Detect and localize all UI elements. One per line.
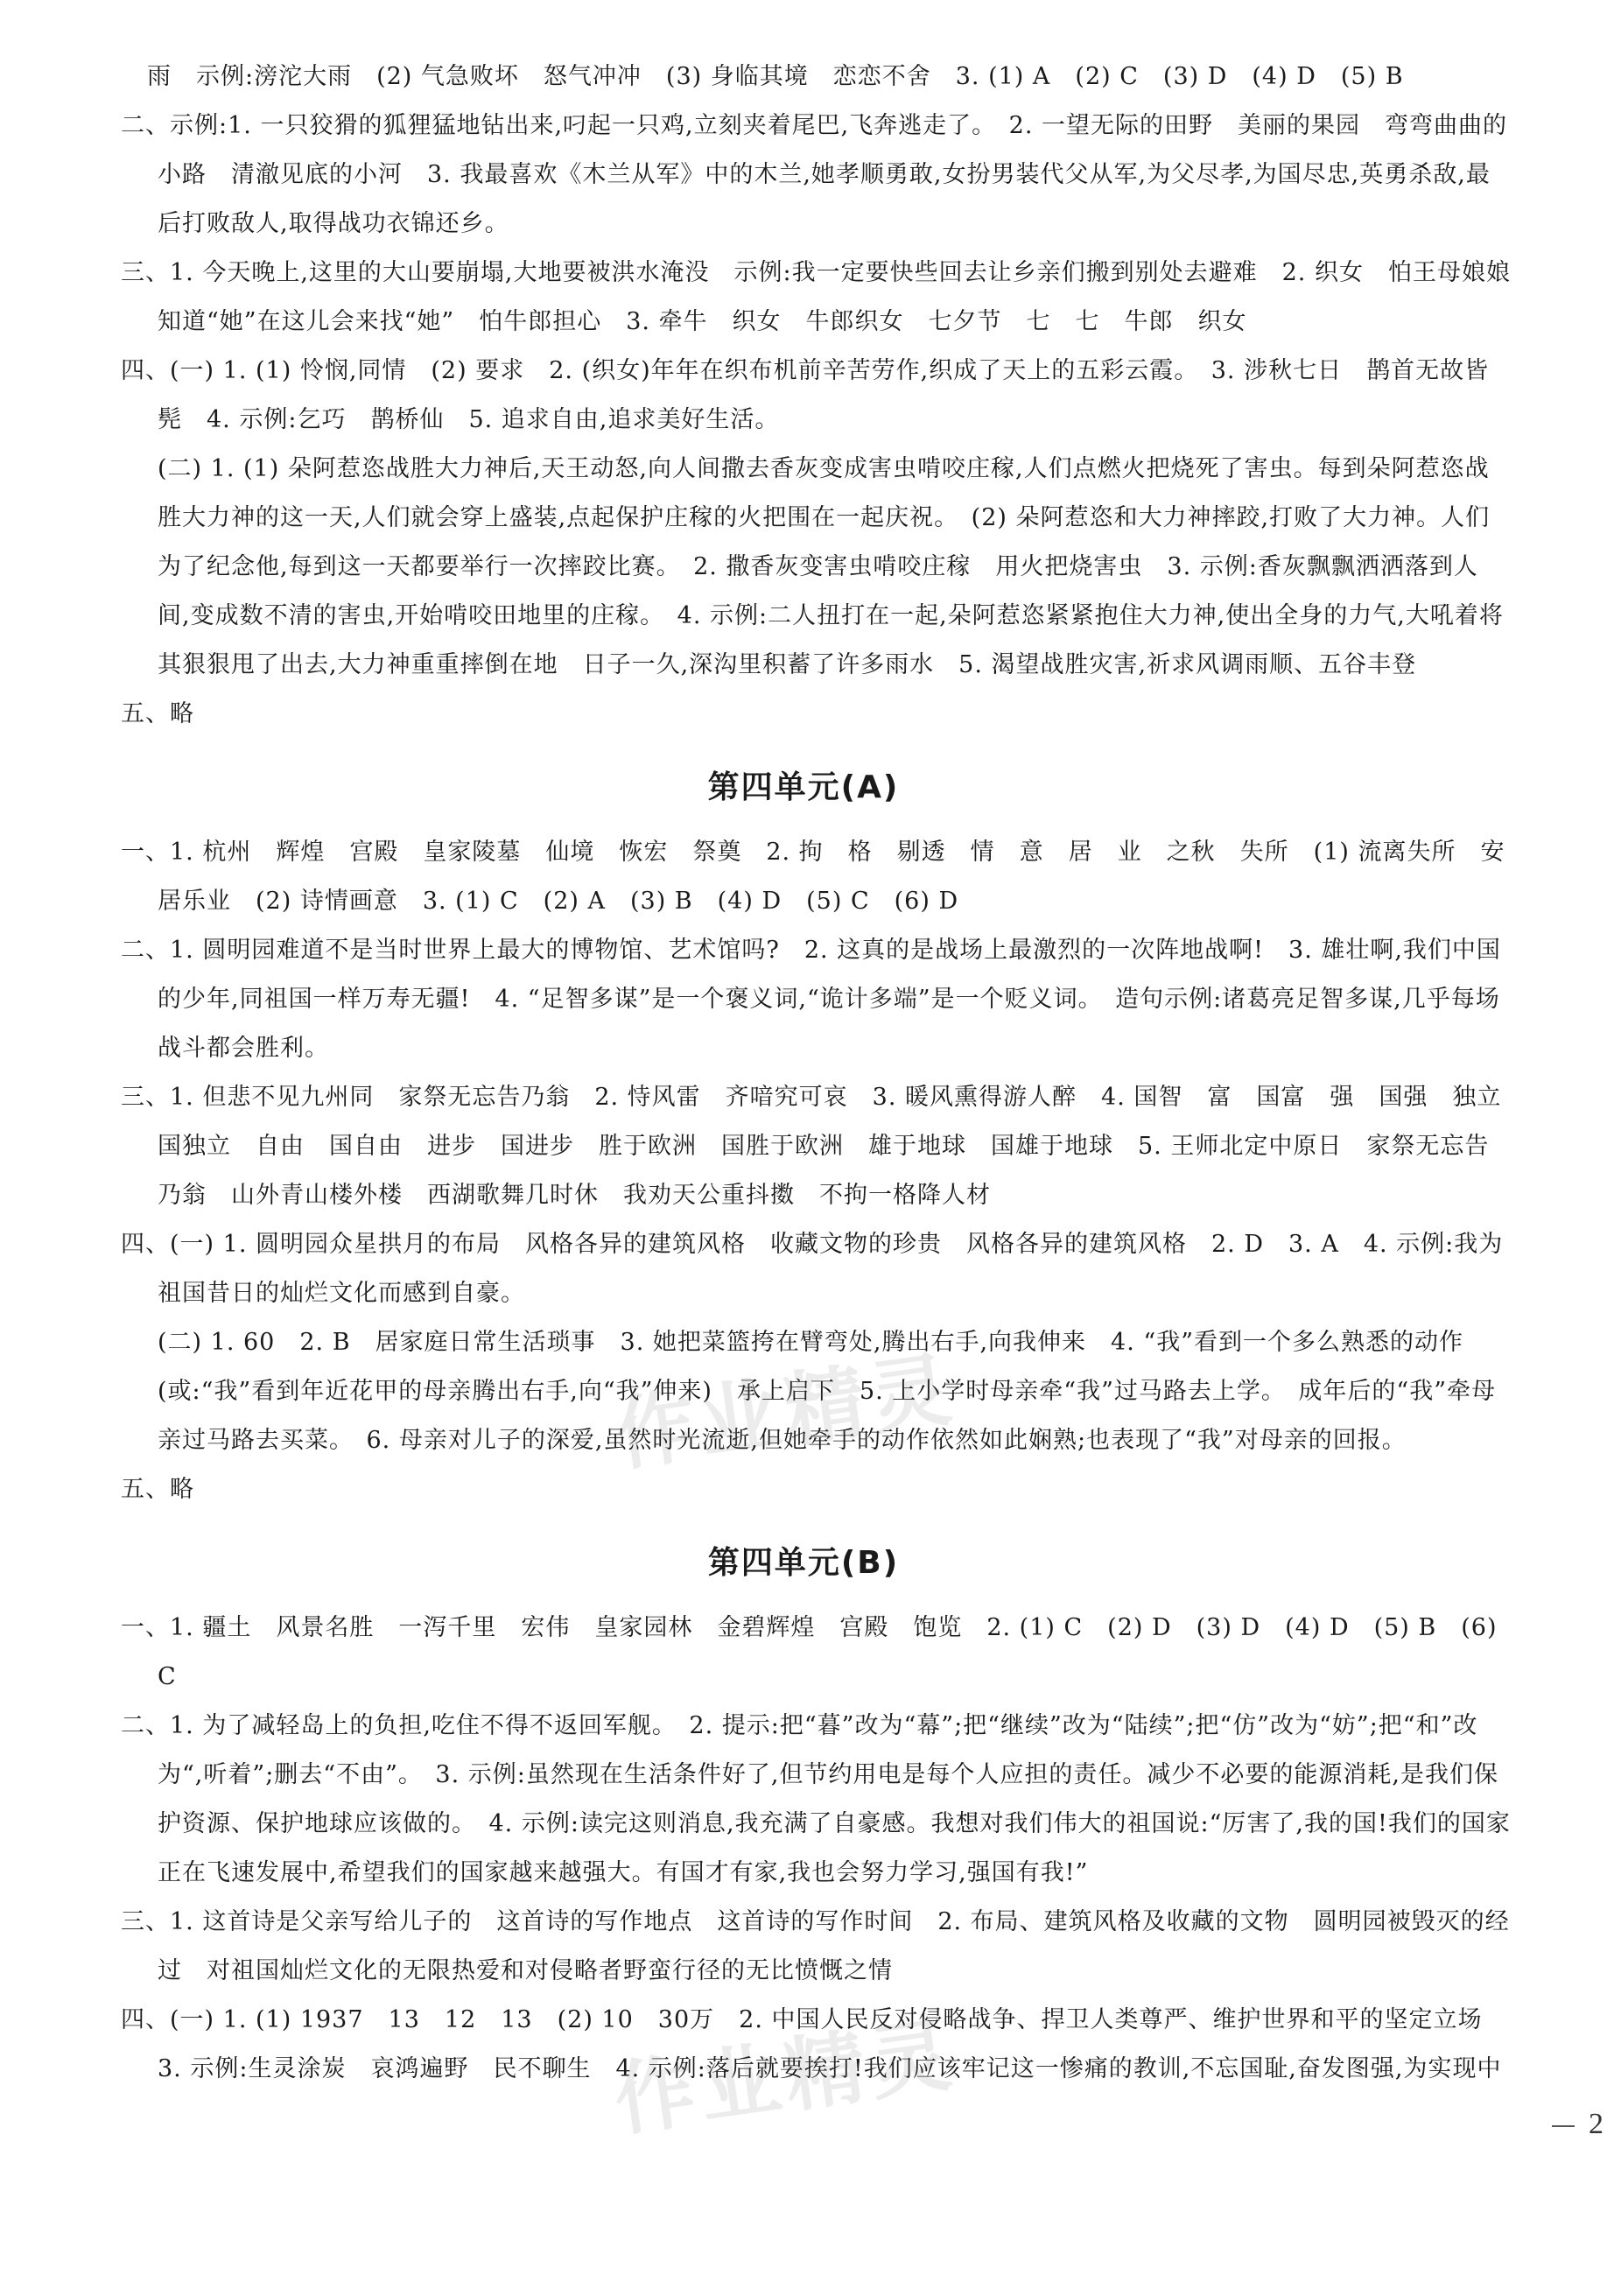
unit4a-part-wu: 五、略 — [121, 1476, 194, 1503]
unit4a-part-er: 二、1. 圆明园难道不是当时世界上最大的博物馆、艺术馆吗? 2. 这真的是战场上最激烈的一次阵地战啊! 3. 雄壮啊,我们中国的少年,同祖国一样万寿无疆! 4. “足智多谋”是一个褒义词,“诡计多端”是一个贬义词。 造句示例:诸葛亮足智多谋,几乎每场战斗都会胜利。 — [121, 937, 1501, 1062]
unit4a-part-si: 四、(一) 1. 圆明园众星拱月的布局 风格各异的建筑风格 收藏文物的珍贵 风格各异的建筑风格 2. D 3. A 4. 示例:我为祖国昔日的灿烂文化而感到自豪。 — [121, 1231, 1504, 1307]
section3-part-san: 三、1. 今天晚上,这里的大山要崩塌,大地要被洪水淹没 示例:我一定要快些回去让乡亲们搬到别处去避难 2. 织女 怕王母娘娘知道“她”在这儿会来找“她” 怕牛郎担心 3. 牵牛 织女 牛郎织女 七夕节 七 七 牛郎 织女 — [121, 259, 1511, 335]
section3-part-er: 二、示例:1. 一只狡猾的狐狸猛地钻出来,叼起一只鸡,立刻夹着尾巴,飞奔逃走了。 2. 一望无际的田野 美丽的果园 弯弯曲曲的小路 清澈见底的小河 3. 我最喜欢《木兰从军》中的木兰,她孝顺勇敢,女扮男装代父从军,为父尽孝,为国尽忠,英勇杀敌,最后打败敌人,取得战功衣锦还乡。 — [121, 112, 1508, 237]
page-number-text: 2 — [1589, 2108, 1603, 2140]
page-number-dash — [1552, 2125, 1575, 2127]
watermark-logo: 作业精灵 — [608, 1342, 962, 1483]
section3-part-si: 四、(一) 1. (1) 怜悯,同情 (2) 要求 2. (织女)年年在织布机前辛苦劳作,织成了天上的五彩云霞。 3. 涉秋七日 鹊首无故皆髡 4. 示例:乞巧 鹊桥仙 5. 追求自由,追求美好生活。 — [121, 357, 1490, 433]
section3-part-wu: 五、略 — [121, 700, 194, 727]
watermark-logo: 作业精灵 — [608, 2007, 962, 2148]
unit4b-part-yi: 一、1. 疆土 风景名胜 一泻千里 宏伟 皇家园林 金碧辉煌 宫殿 饱览 2. (1) C (2) D (3) D (4) D (5) B (6) C — [121, 1614, 1498, 1690]
unit4a-part-si-2: (二) 1. 60 2. B 居家庭日常生活琐事 3. 她把菜篮挎在臂弯处,腾出右手,向我伸来 4. “我”看到一个多么熟悉的动作(或:“我”看到年近花甲的母亲腾出右手,向“我”伸来) 承上启下 5. 上小学时母亲牵“我”过马路去上学。 成年后的“我”牵母亲过马路去买菜。 6. 母亲对儿子的深爱,虽然时光流逝,但她牵手的动作依然如此娴熟;也表现了“我”对母亲的回报。 — [158, 1329, 1497, 1454]
page-number — [1552, 2108, 1603, 2141]
unit4b-part-san: 三、1. 这首诗是父亲写给儿子的 这首诗的写作地点 这首诗的写作时间 2. 布局、建筑风格及收藏的文物 圆明园被毁灭的经过 对祖国灿烂文化的无限热爱和对侵略者野蛮行径的无比愤慨之情 — [121, 1908, 1510, 1984]
unit4a-part-san: 三、1. 但悲不见九州同 家祭无忘告乃翁 2. 恃风雷 齐喑究可哀 3. 暖风熏得游人醉 4. 国智 富 国富 强 国强 独立 国独立 自由 国自由 进步 国进步 胜于欧洲 国胜于欧洲 雄于地球 国雄于地球 5. 王师北定中原日 家祭无忘告乃翁 山外青山楼外楼 西湖歌舞几时休 我劝天公重抖擞 不拘一格降人材 — [121, 1084, 1526, 1209]
unit4b-part-er: 二、1. 为了减轻岛上的负担,吃住不得不返回军舰。 2. 提示:把“暮”改为“幕”;把“继续”改为“陆续”;把“仿”改为“妨”;把“和”改为“,听着”;删去“不由”。 3. 示例:虽然现在生活条件好了,但节约用电是每个人应担的责任。减少不必要的能源消耗,是我们保护资源、保护地球应该做的。 4. 示例:读完这则消息,我充满了自豪感。我想对我们伟大的祖国说:“厉害了,我的国!我们的国家正在飞速发展中,希望我们的国家越来越强大。有国才有家,我也会努力学习,强国有我!” — [121, 1712, 1511, 1886]
section3-part-si-2: (二) 1. (1) 朵阿惹恣战胜大力神后,天王动怒,向人间撒去香灰变成害虫啃咬庄稼,人们点燃火把烧死了害虫。每到朵阿惹恣战胜大力神的这一天,人们就会穿上盛装,点起保护庄稼的火把围在一起庆祝。 (2) 朵阿惹恣和大力神摔跤,打败了大力神。人们为了纪念他,每到这一天都要举行一次摔跤比赛。 2. 撒香灰变害虫啃咬庄稼 用火把烧害虫 3. 示例:香灰飘飘洒洒落到人间,变成数不清的害虫,开始啃咬田地里的庄稼。 4. 示例:二人扭打在一起,朵阿惹恣紧紧抱住大力神,使出全身的力气,大吼着将其狠狠甩了出去,大力神重重摔倒在地 日子一久,深沟里积蓄了许多雨水 5. 渴望战胜灾害,祈求风调雨顺、五谷丰登 — [158, 455, 1504, 678]
unit4a-title: 第四单元(A) — [707, 769, 900, 805]
section3-line-yu: 雨 示例:滂沱大雨 (2) 气急败坏 怒气冲冲 (3) 身临其境 恋恋不舍 3. (1) A (2) C (3) D (4) D (5) B — [147, 63, 1404, 90]
unit4a-part-yi: 一、1. 杭州 辉煌 宫殿 皇家陵墓 仙境 恢宏 祭奠 2. 拘 格 剔透 情 意 居 业 之秋 失所 (1) 流离失所 安居乐业 (2) 诗情画意 3. (1) C (2) A (3) B (4) D (5) C (6) D — [121, 839, 1505, 915]
page-content — [0, 63, 1607, 2162]
unit4b-title: 第四单元(B) — [707, 1545, 900, 1581]
unit4b-part-si: 四、(一) 1. (1) 1937 13 12 13 (2) 10 30万 2. 中国人民反对侵略战争、捍卫人类尊严、维护世界和平的坚定立场 3. 示例:生灵涂炭 哀鸿遍野 民不聊生 4. 示例:落后就要挨打!我们应该牢记这一惨痛的教训,不忘国耻,奋发图强,为实现中 — [121, 2006, 1507, 2082]
